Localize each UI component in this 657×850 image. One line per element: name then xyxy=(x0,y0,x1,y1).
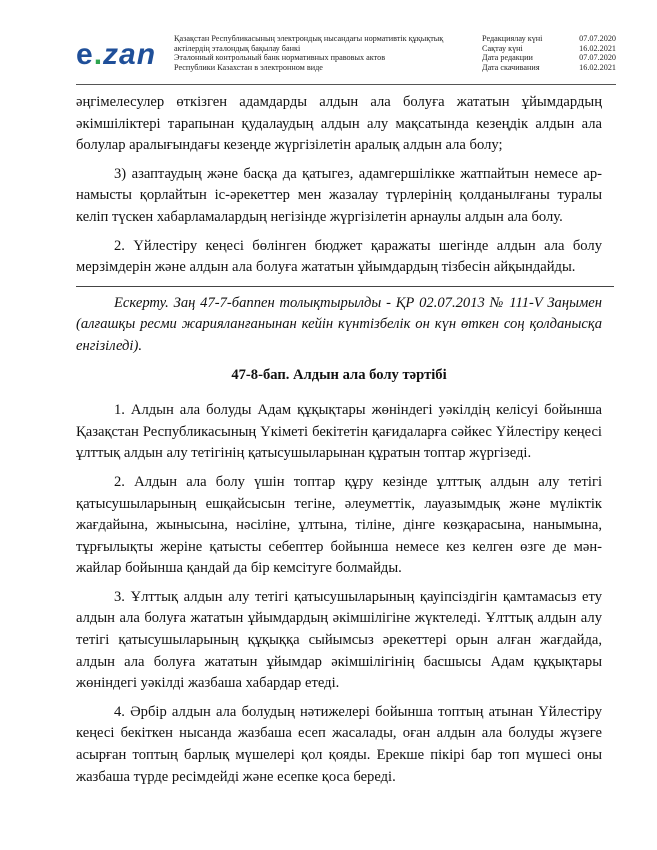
meta-label: Редакциялау күні xyxy=(482,34,543,43)
meta-row xyxy=(482,53,616,63)
paragraph: 2. Үйлестіру кеңесі бөлінген бюджет қаражаты шегінде алдын ала болу мерзімдерін және алдын ала болуға жататын ұйымдардың тізбесін айқындайды. xyxy=(76,237,602,276)
logo-dot: . xyxy=(93,38,104,71)
desc-kz-2: актілердің эталондық бақылау банкі xyxy=(174,43,301,53)
ezan-logo xyxy=(76,38,156,72)
logo-zan: zan xyxy=(103,38,157,71)
paragraph: 1. Алдын ала болуды Адам құқықтары жөніндегі уәкілдің келісуі бойынша Қазақстан Республикасының Үкіметі бекітетін қағидаларға сәйкес Үйлестіру кеңесі ұлттық алдын алу тетігінің қатысушыларынан құратын топтар жүргізеді. xyxy=(76,402,602,462)
note-divider xyxy=(76,286,614,287)
desc-kz-1: Қазақстан Республикасының электрондық нысандағы нормативтік құқықтық xyxy=(174,34,444,43)
meta-row xyxy=(482,63,616,73)
logo-e: e xyxy=(76,38,94,71)
paragraph: 2. Алдын ала болу үшін топтар құру кезінде ұлттық алдын алу тетігі қатысушыларының ешқайсысын тегіне, әлеуметтік, лауазымдық және мүліктік жағдайына, жынысына, нәсіліне, ұлтына, тіліне, дінге көзқарасына, нанымына, тұрғылықты жеріне қатысты себептер бойынша немесе кез келген өзге де мән-жайлар бойынша қандай да бір кемсітуге болмайды. xyxy=(76,473,602,577)
header-description xyxy=(174,34,464,72)
paragraph: 3) азаптаудың және басқа да қатыгез, адамгершілікке жатпайтын немесе ар-намысты қорлайтын іс-әрекеттер мен жазалау түрлерінің қолданылғаны туралы келіп түскен хабарламалардың негізінде жүргізілетін арнаулы алдын ала болу. xyxy=(76,165,602,225)
meta-label: Дата скачивания xyxy=(482,62,540,72)
header-meta xyxy=(482,34,616,72)
paragraph: 3. Ұлттық алдын алу тетігі қатысушыларының қауіпсіздігін қамтамасыз ету алдын ала болуға жататын ұйымдардың әкімшілігіне жүктеледі. Ұлттық алдын алу тетігі қатысушыларының құқыққа сыйымсыз әрекеттері орын алған жағдайда, алдын ала болуға жататын ұйымдар әкімшілігінің басшысы Адам құқықтары жөніндегі уәкілді жазбаша хабардар етеді. xyxy=(76,588,602,692)
amendment-note: Ескерту. Заң 47-7-баппен толықтырылды - ҚР 02.07.2013 № 111-V Заңымен (алғашқы ресми жарияланғанынан кейін күнтізбелік он күн өткен соң қолданысқа енгізіледі). xyxy=(76,294,602,354)
meta-label: Дата редакции xyxy=(482,53,533,63)
desc-ru-1: Эталонный контрольный банк нормативных правовых актов xyxy=(174,53,386,63)
meta-row xyxy=(482,34,616,44)
desc-ru-2: Республики Казахстан в электронном виде xyxy=(174,62,323,72)
meta-value: 16.02.2021 xyxy=(579,62,616,72)
meta-row xyxy=(482,44,616,54)
meta-value: 16.02.2021 xyxy=(579,43,616,53)
paragraph: әңгімелесулер өткізген адамдарды алдын ала болуға жататын ұйымдардың әкімшіліктері тарапынан қудалаудың алдын алу мақсатында кезеңдік алдын ала болулар аралығындағы кезеңде жүргізілетін аралық алдын ала болу; xyxy=(76,94,602,154)
meta-value: 07.07.2020 xyxy=(579,53,616,63)
document-body xyxy=(76,92,602,795)
meta-label: Сақтау күні xyxy=(482,43,523,53)
article-title: 47-8-бап. Алдын ала болу тәртібі xyxy=(231,366,447,383)
meta-value: 07.07.2020 xyxy=(579,34,616,43)
paragraph: 4. Әрбір алдын ала болудың нәтижелері бойынша топтың атынан Үйлестіру кеңесі бекіткен нысанда жазбаша есеп жасалады, оған алдын ала болуды жүзеге асырған топтың барлық мүшелері қол қояды. Ерекше пікірі бар топ мүшесі оны жазбаша түрде ресімдейді және есепке қоса береді. xyxy=(76,703,602,785)
header-divider xyxy=(76,84,616,85)
document-header xyxy=(76,34,616,80)
